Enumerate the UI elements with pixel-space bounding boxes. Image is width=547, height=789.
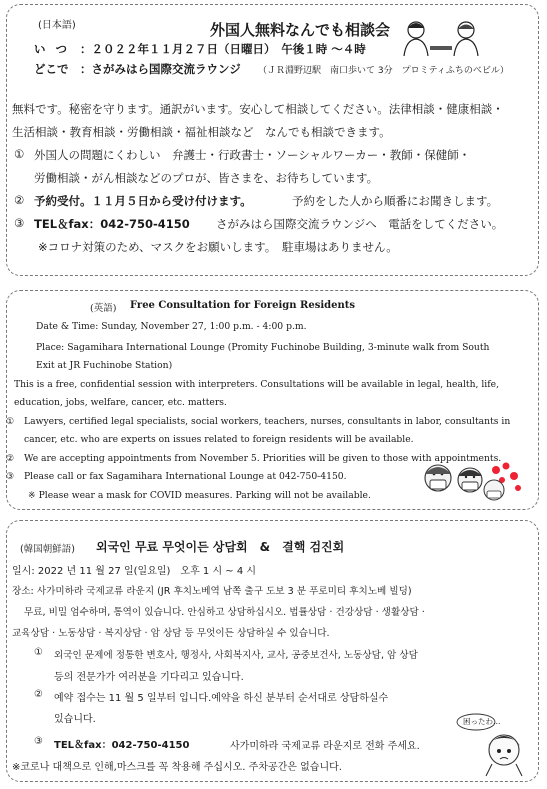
korean-item1-line1: 외국인 문제에 정통한 변호사, 행정사, 사회복지사, 교사, 공중보건사, 노동상담, 암 상담 [54,650,418,661]
english-item2-text: We are accepting appointments from November 5. Priorities will be given to those with appointments. [24,453,502,464]
english-item1-line1: Lawyers, certified legal specialists, social workers, teachers, nurses, consultants in labor, consultants in [24,416,511,427]
korean-intro-2: 교육상담 · 노동상담 · 복지상담 · 암 상담 등 무엇이든 상담하실 수 있습니다. [12,628,330,639]
japanese-item1-line2: 労働相談・がん相談などのプロが、皆さまを、お待ちしています。 [34,171,379,185]
japanese-item2-bold: 予約受付。１１月５日から受け付けます。 [34,194,252,208]
english-place-line2: Exit at JR Fuchinobe Station) [36,360,173,371]
english-item3-number: ③ [6,471,15,482]
korean-intro-1: 무료, 비밀 엄수하며, 통역이 있습니다. 안심하고 상담하십시오. 법률상담 · 건강상담 · 생활상담 · [24,607,425,618]
english-item2-number: ② [6,453,15,464]
english-item1-line2: cancer, etc. who are experts on issues related to foreign residents will be available. [24,434,414,445]
japanese-place-value: ：さがみはら国際交流ラウンジ [80,62,241,76]
korean-item1-line2: 등의 전문가가 여러분을 기다리고 있습니다. [54,672,244,683]
korean-item3-text: 사가미하라 국제교류 라운지로 전화 주세요. [230,741,420,752]
japanese-item1-line1: 外国人の問題にくわしい 弁護士・行政書士・ソーシャルワーカー・教師・保健師・ [34,148,471,162]
japanese-lang-label: (日本語) [38,20,76,31]
korean-title: 외국인 무료 무엇이든 상담회 & 결핵 검진회 [96,540,345,554]
english-place-line1: Place: Sagamihara International Lounge (Promity Fuchinobe Building, 3-minute walk from South [36,342,490,353]
korean-item2-line2: 있습니다. [54,714,96,725]
consultation-illustration [398,18,488,58]
japanese-item2-text: 予約をした人から順番にお聞きします。 [292,194,499,208]
japanese-item1-number: ① [14,147,25,161]
korean-date: 일시: 2022 년 11 월 27 일(일요일) 오후 1 시 ~ 4 시 [12,566,257,577]
japanese-intro-2: 生活相談・教育相談・労働相談・福祉相談など なんでも相談できます。 [12,125,391,139]
english-item1-number: ① [6,416,15,427]
korean-item2-line1: 예약 접수는 11 월 5 일부터 입니다.예약을 하신 분부터 순서대로 상담하실수 [54,693,389,704]
japanese-item3-tel: TEL＆fax：042-750-4150 [34,217,190,231]
english-item3-text: Please call or fax Sagamihara International Lounge at 042-750-4150. [24,471,347,482]
korean-item3-tel: TEL＆fax：042-750-4150 [54,740,190,751]
korean-item2-number: ② [34,689,43,700]
english-intro-2: education, jobs, welfare, cancer, etc. matters. [14,397,227,408]
japanese-note: ※コロナ対策のため、マスクをお願いします。 駐車場はありません。 [38,240,398,254]
masked-people-illustration [418,456,528,506]
japanese-place-label: どこで [34,62,69,76]
japanese-date-value: ：２０２２年１１月２７日（日曜日） 午後１時 ～４時 [80,42,366,56]
korean-place: 장소: 사가미하라 국제교류 라운지 (JR 후치노베역 남쪽 출구 도보 3 분 푸로미티 후치노베 빌딩) [12,586,412,597]
japanese-date-label: い つ [34,42,71,56]
japanese-item2-number: ② [14,193,25,207]
japanese-place-detail: （ＪＲ淵野辺駅 南口歩いて 3分 プロミティふちのべビル） [258,66,509,76]
english-title: Free Consultation for Foreign Residents [130,300,356,311]
korean-lang-label: (韓国朝鮮語) [20,544,75,555]
english-intro-1: This is a free, confidential session with interpreters. Consultations will be available in legal, health, life, [14,379,499,390]
korean-note: ※코로나 대책으로 인해,마스크를 꼭 착용해 주십시오. 주차공간은 없습니다. [12,762,342,773]
japanese-item3-number: ③ [14,216,25,230]
korean-item3-number: ③ [34,736,43,747]
english-note: ※ Please wear a mask for COVID measures. Parking will not be available. [28,490,371,501]
english-lang-label: (英語) [90,303,117,314]
speech-bubble-text: 困ったわ… [463,717,501,726]
english-date: Date & Time: Sunday, November 27, 1:00 p.m. - 4:00 p.m. [36,321,307,332]
japanese-intro-1: 無料です。秘密を守ります。通訳がいます。安心して相談してください。法律相談・健康相談・ [12,102,504,116]
korean-item1-number: ① [34,647,43,658]
japanese-title: 外国人無料なんでも相談会 [210,21,391,39]
japanese-item3-text: さがみはら国際交流ラウンジへ 電話をしてください。 [216,217,504,231]
